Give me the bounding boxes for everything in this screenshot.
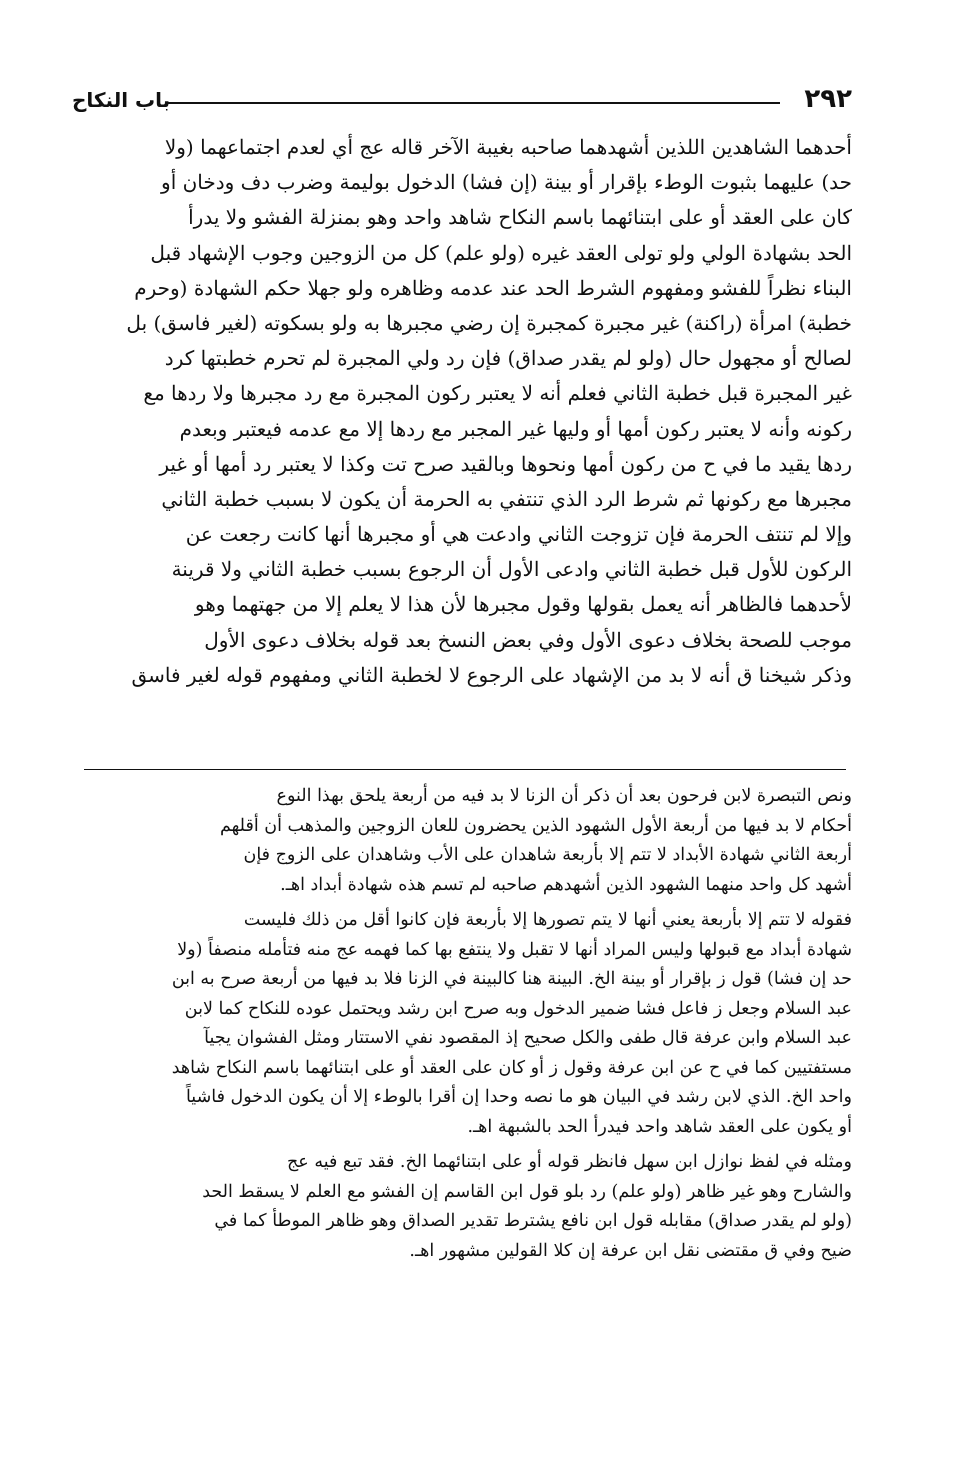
footnote-line: ونص التبصرة لابن فرحون بعد أن ذكر أن الزنا لا بد فيه من أربعة يلحق بهذا النوع <box>276 786 852 806</box>
text-line: موجب للصحة بخلاف دعوى الأول وفي بعض النسخ بعد قوله بخلاف دعوى الأول <box>204 627 852 652</box>
footnote-line: مستفتيين كما في ح عن ابن عرفة وقول ز أو كان على العقد أو على ابتنائهما باسم النكاح شاهد <box>171 1057 852 1078</box>
footnote-line: أشهد كل واحد منهما الشهود الذين أشهدهم صاحبه لم تسم هذه شهادة أبداد اهـ. <box>280 874 852 895</box>
footnote-line: عبد السلام وجعل ز فاعل فشا ضمير الدخول وبه صرح ابن رشد ويحتمل عوده للنكاح كما لابن <box>184 998 852 1019</box>
footnote-separator <box>84 769 846 770</box>
footnote-paragraph <box>72 1148 852 1266</box>
text-line: الحد بشهادة الولي ولو تولى العقد غيره (ولو علم) كل من الزوجين وجوب الإشهاد قبل <box>150 240 852 265</box>
text-line: ردها يقيد ما في ح من ركون أمها ونحوها وبالقيد صرح تت وكذا لا يعتبر رد أمها أو غير <box>159 451 852 476</box>
footnote-line: والشارح وهو غير ظاهر (ولو علم) رد بلو قول ابن القاسم إن الفشو مع العلم لا يسقط الحد <box>202 1181 852 1202</box>
chapter-title: باب النكاح <box>72 88 171 112</box>
footnote-line: ومثله في لفظ نوازل ابن سهل فانظر قوله أو على ابتنائهما الخ. فقد تبع فيه عج <box>287 1152 852 1172</box>
text-line: كان على العقد أو على ابتنائهما باسم النكاح شاهد واحد وهو بمنزلة الفشو ولا يدرأ <box>188 205 852 230</box>
text-line: ركونه وأنه لا يعتبر ركون أمها أو وليها غير المجبر مع ردها إلا مع عدمه فيعتبر وبعدم <box>179 416 852 441</box>
footnotes <box>72 782 852 1272</box>
footnote-line: حد إن فشا) قول ز بإقرار أو بينة الخ. البينة هنا كالبينة في الزنا فلا بد فيها من أربعة صرح به ابن <box>171 969 852 989</box>
text-line: الركون للأول قبل خطبة الثاني وادعى الأول أن الرجوع بسبب خطبة الثاني ولا قرينة <box>171 557 852 582</box>
text-line: لصالح أو مجهول حال (ولو لم يقدر صداق) فإن رد ولي المجبرة لم تحرم خطبتها كرد <box>164 346 852 371</box>
page-header <box>72 84 852 114</box>
header-rule <box>168 102 780 104</box>
text-line: وذكر شيخنا ق أنه لا بد من الإشهاد على الرجوع لا لخطبة الثاني ومفهوم قوله لغير فاسق <box>131 662 852 687</box>
text-line: لأحدهما فالظاهر أنه يعمل بقولها وقول مجبرها لأن هذا لا يعلم إلا من جهتهما وهو <box>194 592 852 617</box>
main-text <box>72 130 852 693</box>
text-line: مجبرها مع ركونها ثم شرط الرد الذي تنتفي به الحرمة أن يكون لا بسبب خطبة الثاني <box>161 486 852 511</box>
text-line: غير المجبرة قبل خطبة الثاني فعلم أنه لا يعتبر ركون المجبرة مع رد مجبرها ولا ردها مع <box>143 381 852 406</box>
footnote-line: فقوله لا تتم إلا بأربعة يعني أنها لا يتم تصورها إلا بأربعة فإن كانوا أقل من ذلك فليست <box>243 910 852 930</box>
text-line: وإلا لم تنتف الحرمة فإن تزوجت الثاني وادعت هي أو مجبرها أنها كانت رجعت عن <box>185 522 852 547</box>
footnote-line: أربعة الثاني شهادة الأبداد لا تتم إلا بأربعة شاهدان على الأب وشاهدان على الزوج فإن <box>243 845 852 865</box>
text-line: البناء نظراً للفشو ومفهوم الشرط الحد عند عدمه وظاهره ولو جهلا حكم الشهادة (وحرم <box>134 275 852 300</box>
footnote-paragraph <box>72 906 852 1142</box>
page-number: ٢٩٢ <box>804 84 852 114</box>
text-line: أحدهما الشاهدين اللذين أشهدهما صاحبه بغيبة الآخر قاله عج أي لعدم اجتماعهما (ولا <box>164 135 852 159</box>
footnote-line: (ولو لم يقدر صداق) مقابله قول ابن نافع يشترط تقدير الصداق وهو ظاهر الموطأ كما في <box>214 1211 852 1231</box>
text-line: حد) عليهما بثبوت الوطء بإقرار أو بينة (إن فشا) الدخول بوليمة وضرب دف ودخان أو <box>161 170 852 195</box>
footnote-paragraph <box>72 782 852 900</box>
text-line: خطبة) امرأة (راكنة) غير مجبرة كمجبرة إن رضي مجبرها به ولو بسكوته (لغير فاسق) بل <box>126 310 852 335</box>
footnote-line: شهادة أبداد مع قبولها وليس المراد أنها لا تقبل ولا ينتفع بها كما فهمه عج منه فتأمله منصفاً (ولا <box>177 939 852 960</box>
footnote-line: واحد الخ. الذي لابن رشد في البيان هو ما نصه وحدا إن أقرا بالوطء إلا أن يكون الدخول فاشياً <box>185 1087 852 1107</box>
footnote-line: أو يكون على العقد شاهد واحد فيدرأ الحد بالشبهة اهـ. <box>467 1116 852 1137</box>
footnote-line: ضيح وفي ق مقتضى نقل ابن عرفة إن كلا القولين مشهور اهـ. <box>409 1240 852 1261</box>
footnote-line: عبد السلام وابن عرفة قال طفى والكل صحيح إذ المقصود نفي الاستتار ومثل الفشوان يجيآ <box>204 1028 852 1048</box>
footnote-line: أحكام لا بد فيها من أربعة الأول الشهود الذين يحضرون للعان الزوجين والمذهب أن أقلهم <box>219 815 852 836</box>
